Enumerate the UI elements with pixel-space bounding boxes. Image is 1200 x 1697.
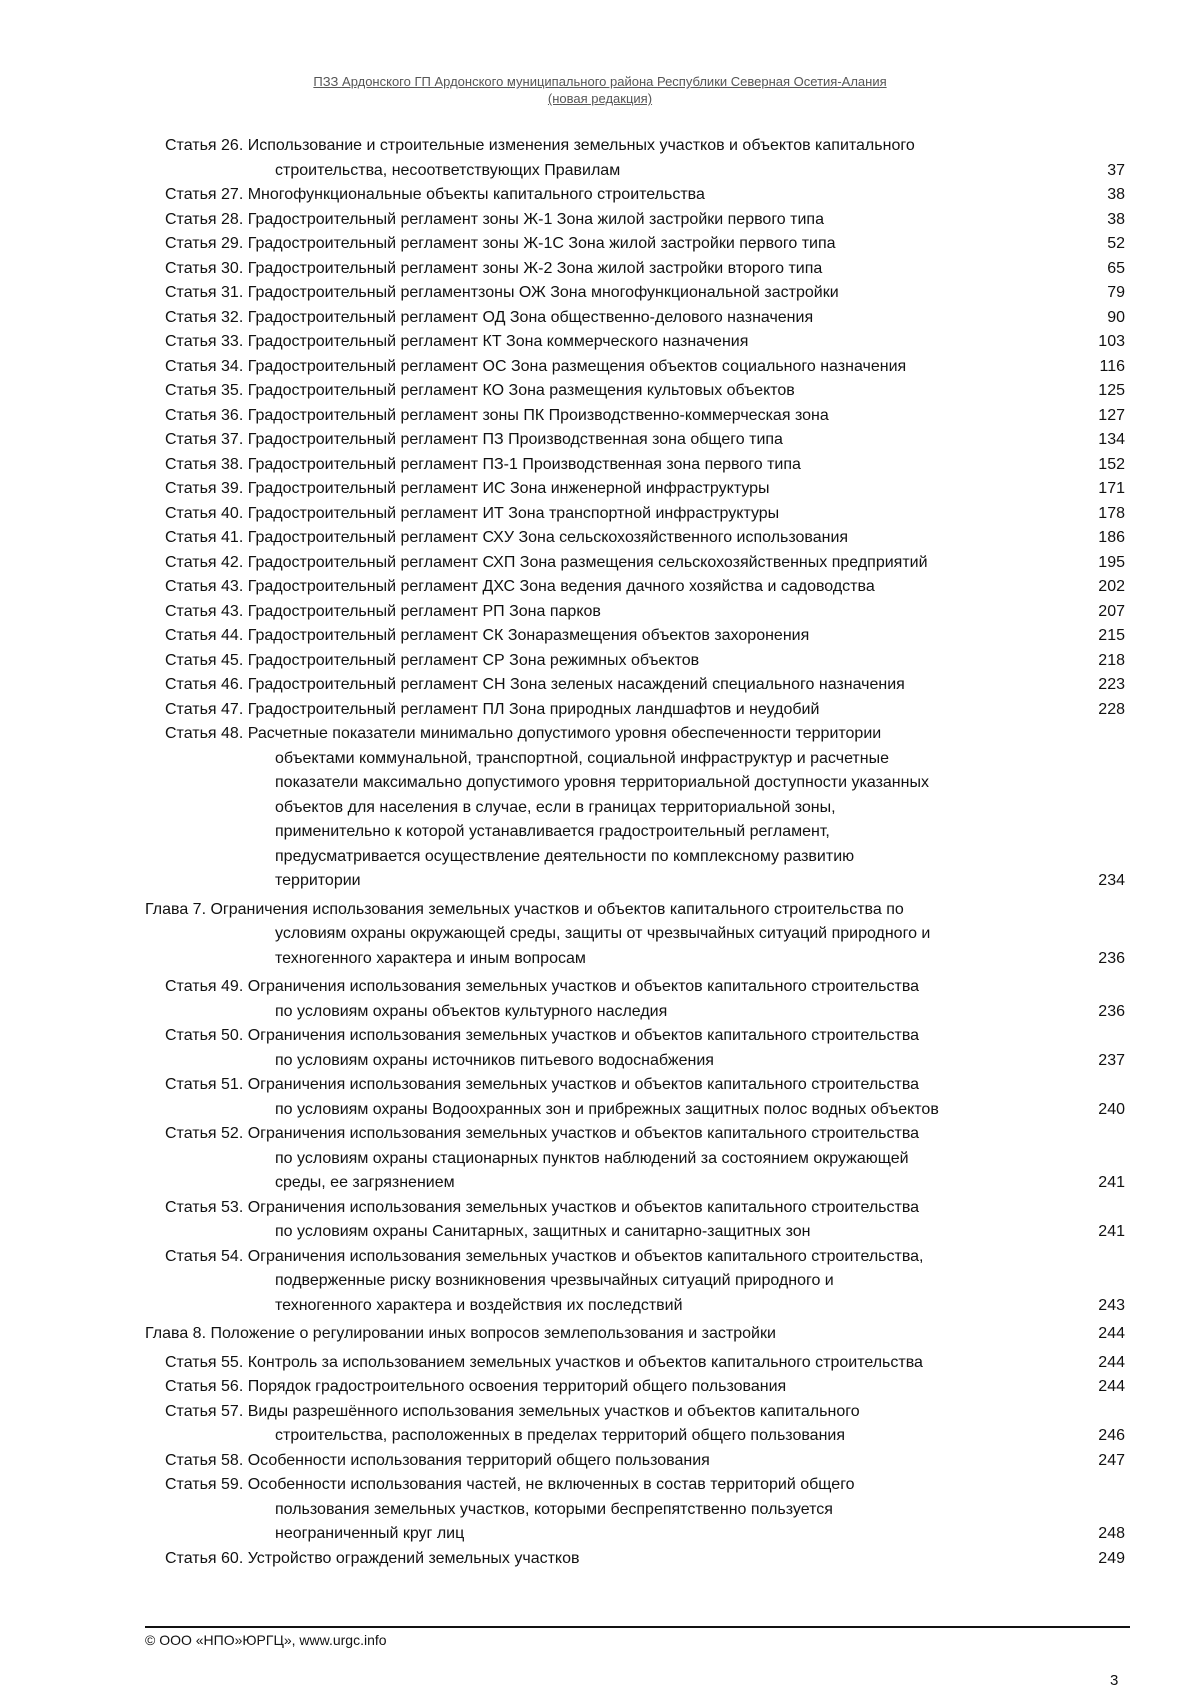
toc-entry-title-line: территории [275,872,361,889]
toc-entry-title-line: среды, ее загрязнением [275,1174,455,1191]
toc-article-entry[interactable] [0,649,1200,674]
toc-entry-title-line: неограниченный круг лиц [275,1525,465,1542]
toc-entry-title-line: Статья 33. Градостроительный регламент КТ Зона коммерческого назначения [165,333,749,350]
toc-entry-title-line: строительства, расположенных в пределах территорий общего пользования [275,1427,845,1444]
toc-page-number: 218 [1098,651,1125,669]
toc-page-number: 186 [1098,529,1125,546]
toc-page-number: 246 [1098,1427,1125,1444]
toc-page-number: 116 [1099,357,1125,375]
toc-article-entry[interactable] [0,526,1200,551]
toc-article-entry[interactable] [0,453,1200,478]
toc-page-number: 241 [1098,1174,1125,1191]
toc-page-number: 215 [1098,627,1125,644]
toc-entry-title-line: Статья 49. Ограничения использования земельных участков и объектов капитального строительства [165,978,920,995]
toc-article-entry[interactable] [0,355,1200,380]
toc-page-number: 152 [1098,455,1125,473]
header-subtitle: (новая редакция) [547,91,653,106]
toc-entry-title-line: Статья 42. Градостроительный регламент СХП Зона размещения сельскохозяйственных предприятий [165,553,928,571]
page-number: 3 [1110,1672,1119,1689]
toc-article-entry[interactable] [0,1245,1200,1319]
toc-entry-title-line: Статья 50. Ограничения использования земельных участков и объектов капитального строительства [165,1027,920,1044]
toc-page-number: 171 [1098,480,1125,497]
toc-entry-title-line: Статья 28. Градостроительный регламент зоны Ж-1 Зона жилой застройки первого типа [165,210,824,228]
toc-entry-title-line: Статья 47. Градостроительный регламент ПЛ Зона природных ландшафтов и неудобий [165,700,820,718]
toc-entry-title-line: Статья 38. Градостроительный регламент ПЗ-1 Производственная зона первого типа [165,455,801,473]
toc-page-number: 247 [1098,1451,1125,1469]
toc-page-number: 244 [1098,1378,1125,1395]
toc-entry-title-line: Статья 44. Градостроительный регламент СК Зонаразмещения объектов захоронения [165,627,810,644]
toc-article-entry[interactable] [0,551,1200,576]
toc-article-entry[interactable] [0,208,1200,233]
toc-page-number: 244 [1098,1353,1125,1371]
toc-entry-title-line: Статья 43. Градостроительный регламент РП Зона парков [165,602,601,620]
toc-page-number: 248 [1098,1525,1125,1542]
toc-page-number: 38 [1107,210,1125,228]
toc-entry-title-line: пользования земельных участков, которыми беспрепятственно пользуется [275,1500,833,1518]
toc-article-entry[interactable] [0,1400,1200,1449]
toc-entry-title-line: Статья 26. Использование и строительные изменения земельных участков и объектов капитального [165,137,915,154]
toc-entry-title-line: Статья 55. Контроль за использованием земельных участков и объектов капитального строительства [165,1353,923,1371]
toc-article-entry[interactable] [0,232,1200,257]
toc-article-entry[interactable] [0,404,1200,429]
toc-article-entry[interactable] [0,281,1200,306]
toc-entry-title-line: объектов для населения в случае, если в границах территориальной зоны, [275,798,836,816]
toc-chapter-entry[interactable] [0,898,1200,972]
toc-entry-title-line: Статья 57. Виды разрешённого использования земельных участков и объектов капитального [165,1402,860,1420]
toc-article-entry[interactable] [0,1196,1200,1245]
toc-entry-title-line: объектами коммунальной, транспортной, социальной инфраструктур и расчетные [275,749,889,767]
toc-entry-title-line: Статья 35. Градостроительный регламент КО Зона размещения культовых объектов [165,382,795,399]
toc-entry-title-line: Статья 51. Ограничения использования земельных участков и объектов капитального строительства [165,1076,920,1093]
toc-article-entry[interactable] [0,1375,1200,1400]
toc-page-number: 223 [1098,676,1125,693]
toc-page-number: 127 [1098,406,1125,424]
toc-article-entry[interactable] [0,600,1200,625]
table-of-contents [0,134,1200,1571]
toc-entry-title-line: предусматривается осуществление деятельности по комплексному развитию [275,847,855,865]
toc-article-entry[interactable] [0,1073,1200,1122]
toc-entry-title-line: Статья 45. Градостроительный регламент СР Зона режимных объектов [165,651,700,669]
toc-article-entry[interactable] [0,306,1200,331]
toc-entry-title-line: Статья 58. Особенности использования территорий общего пользования [165,1451,710,1469]
toc-page-number: 234 [1098,872,1125,889]
toc-article-entry[interactable] [0,975,1200,1024]
toc-entry-title-line: по условиям охраны объектов культурного наследия [275,1002,668,1020]
toc-page-number: 243 [1098,1296,1125,1314]
toc-entry-title-line: Статья 52. Ограничения использования земельных участков и объектов капитального строительства [165,1125,920,1142]
toc-entry-title-line: Статья 56. Порядок градостроительного освоения территорий общего пользования [165,1378,787,1395]
toc-page-number: 134 [1098,431,1125,448]
toc-entry-title-line: Статья 27. Многофункциональные объекты капитального строительства [165,186,705,203]
footer-copyright: © ООО «НПО»ЮРГЦ», www.urgc.info [145,1632,387,1648]
toc-page-number: 249 [1098,1549,1125,1567]
toc-article-entry[interactable] [0,1449,1200,1474]
toc-entry-title-line: Статья 36. Градостроительный регламент зоны ПК Производственно-коммерческая зона [165,406,829,424]
toc-entry-title-line: по условиям охраны источников питьевого водоснабжения [275,1051,714,1069]
toc-article-entry[interactable] [0,1122,1200,1196]
toc-article-entry[interactable] [0,257,1200,282]
toc-page-number: 38 [1107,186,1125,203]
toc-entry-title-line: по условиям охраны Санитарных, защитных и санитарно-защитных зон [275,1223,811,1240]
toc-entry-title-line: Статья 34. Градостроительный регламент ОС Зона размещения объектов социального назначения [165,357,907,375]
toc-article-entry[interactable] [0,1351,1200,1376]
toc-article-entry[interactable] [0,428,1200,453]
toc-entry-title-line: показатели максимально допустимого уровня территориальной доступности указанных [275,774,929,791]
toc-entry-title-line: Статья 32. Градостроительный регламент ОД Зона общественно-делового назначения [165,308,814,326]
toc-entry-title-line: Статья 43. Градостроительный регламент ДХС Зона ведения дачного хозяйства и садоводства [165,578,875,595]
toc-entry-title-line: Статья 54. Ограничения использования земельных участков и объектов капитального строительства, [165,1247,924,1265]
header-title: ПЗЗ Ардонского ГП Ардонского муниципального района Республики Северная Осетия-Алания [313,74,887,89]
toc-entry-title-line: по условиям охраны стационарных пунктов наблюдений за состоянием окружающей [275,1149,909,1167]
toc-article-entry[interactable] [0,722,1200,894]
toc-entry-title-line: техногенного характера и иным вопросам [275,949,586,967]
toc-entry-title-line: применительно к которой устанавливается градостроительный регламент, [275,823,830,840]
toc-entry-title-line: Глава 7. Ограничения использования земельных участков и объектов капитального строительства по [145,900,904,918]
toc-page-number: 207 [1098,602,1125,620]
toc-entry-title-line: Статья 60. Устройство ограждений земельных участков [165,1549,580,1567]
toc-entry-title-line: Статья 48. Расчетные показатели минимально допустимого уровня обеспеченности территории [165,725,882,742]
toc-entry-title-line: по условиям охраны Водоохранных зон и прибрежных защитных полос водных объектов [275,1100,939,1118]
toc-page-number: 79 [1107,284,1125,301]
toc-page-number: 178 [1098,504,1125,522]
toc-page-number: 103 [1098,333,1125,350]
toc-page-number: 65 [1107,259,1125,277]
toc-page-number: 236 [1098,1002,1125,1020]
toc-article-entry[interactable] [0,1473,1200,1547]
toc-article-entry[interactable] [0,330,1200,355]
toc-page-number: 228 [1098,700,1125,718]
toc-entry-title-line: Статья 40. Градостроительный регламент ИТ Зона транспортной инфраструктуры [165,504,780,522]
toc-article-entry[interactable] [0,183,1200,208]
toc-page-number: 125 [1098,382,1125,399]
toc-entry-title-line: Статья 29. Градостроительный регламент зоны Ж-1С Зона жилой застройки первого типа [165,235,836,252]
toc-article-entry[interactable] [0,1547,1200,1572]
toc-article-entry[interactable] [0,477,1200,502]
toc-entry-title-line: условиям охраны окружающей среды, защиты от чрезвычайных ситуаций природного и [275,925,931,942]
toc-entry-title-line: строительства, несоответствующих Правилам [275,161,621,179]
toc-article-entry[interactable] [0,698,1200,723]
toc-entry-title-line: Статья 39. Градостроительный регламент ИС Зона инженерной инфраструктуры [165,480,770,497]
toc-article-entry[interactable] [0,134,1200,183]
toc-article-entry[interactable] [0,624,1200,649]
toc-entry-title-line: Глава 8. Положение о регулировании иных вопросов землепользования и застройки [145,1325,776,1342]
toc-entry-title-line: Статья 59. Особенности использования частей, не включенных в состав территорий общего [165,1476,855,1493]
toc-article-entry[interactable] [0,502,1200,527]
toc-entry-title-line: техногенного характера и воздействия их последствий [275,1296,683,1314]
toc-page-number: 52 [1107,235,1125,252]
toc-page-number: 240 [1098,1100,1125,1118]
toc-article-entry[interactable] [0,1024,1200,1073]
toc-page-number: 236 [1098,949,1125,967]
toc-entry-title-line: Статья 53. Ограничения использования земельных участков и объектов капитального строительства [165,1198,920,1216]
toc-entry-title-line: Статья 41. Градостроительный регламент СХУ Зона сельскохозяйственного использования [165,529,849,546]
toc-entry-title-line: Статья 37. Градостроительный регламент ПЗ Производственная зона общего типа [165,431,783,448]
running-header [0,73,1200,107]
toc-article-entry[interactable] [0,575,1200,600]
footer-divider [145,1626,1130,1628]
toc-page-number: 37 [1107,161,1125,179]
toc-chapter-entry[interactable] [0,1322,1200,1347]
toc-article-entry[interactable] [0,379,1200,404]
toc-page-number: 90 [1107,308,1125,326]
toc-page-number: 195 [1098,553,1125,571]
toc-page-number: 202 [1098,578,1125,595]
toc-entry-title-line: Статья 30. Градостроительный регламент зоны Ж-2 Зона жилой застройки второго типа [165,259,823,277]
toc-entry-title-line: Статья 31. Градостроительный регламентзоны ОЖ Зона многофункциональной застройки [165,284,839,301]
toc-article-entry[interactable] [0,673,1200,698]
toc-page-number: 241 [1098,1223,1125,1240]
toc-entry-title-line: Статья 46. Градостроительный регламент СН Зона зеленых насаждений специального назначения [165,676,905,693]
toc-page-number: 237 [1098,1051,1125,1069]
toc-page-number: 244 [1098,1325,1125,1342]
toc-entry-title-line: подверженные риску возникновения чрезвычайных ситуаций природного и [275,1272,834,1289]
